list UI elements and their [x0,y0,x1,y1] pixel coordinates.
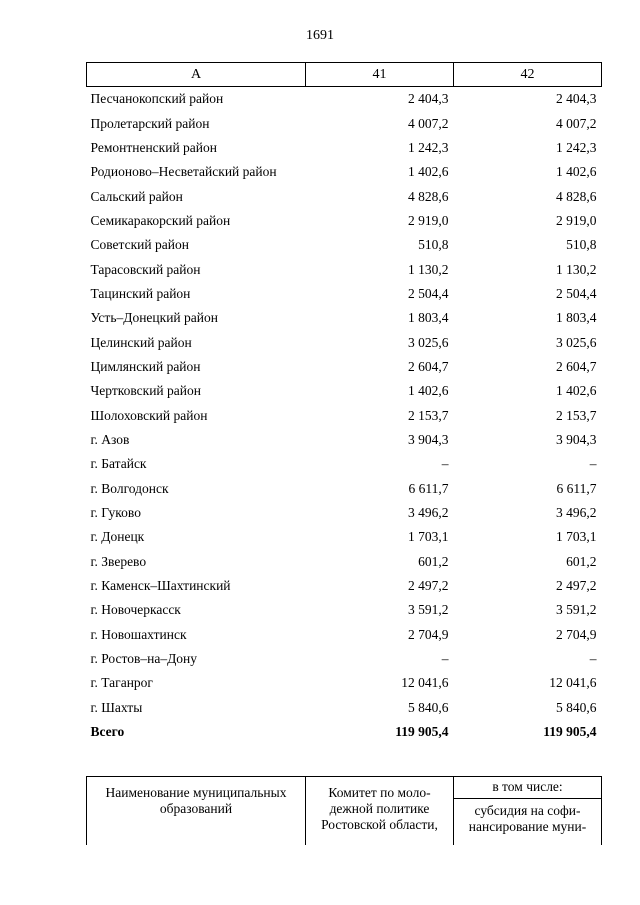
row-value-41: 601,2 [418,553,449,569]
row-value-41: 3 591,2 [408,602,449,618]
row-name: г. Азов [90,431,130,447]
row-name: г. Новочеркасск [90,602,181,618]
row-value-42: 1 242,3 [556,139,597,155]
table-row [87,452,602,476]
row-value-41: 3 904,3 [408,431,449,447]
row-name: Тарасовский район [90,261,201,277]
row-value-41: 119 905,4 [395,724,449,740]
row-value-42: 2 404,3 [556,91,597,107]
row-value-42: 1 803,4 [556,310,597,326]
header-including: в том числе: [454,777,602,799]
row-value-42: 601,2 [566,553,597,569]
header-subsidy: субсидия на софи-нансирование муни- [454,798,602,845]
row-name: г. Таганрог [90,675,153,691]
table-row [87,282,602,306]
table-row [87,477,602,501]
table-row [87,209,602,233]
row-name: Семикаракорский район [90,212,231,228]
table-row [87,111,602,135]
row-value-42: 4 828,6 [556,188,597,204]
header-committee: Комитет по моло-дежной политике Ростовской области, [306,777,454,846]
row-name: Тацинский район [90,285,191,301]
row-name: Песчанокопский район [90,91,224,107]
table-row [87,184,602,208]
row-value-41: 2 153,7 [408,407,449,423]
page-number: 1691 [306,28,334,43]
row-value-41: – [441,651,449,667]
row-value-42: 3 496,2 [556,505,597,521]
row-value-42: – [589,651,597,667]
row-name: Сальский район [90,188,183,204]
row-value-41: 2 497,2 [408,578,449,594]
table-row [87,257,602,281]
row-name: Усть–Донецкий район [90,310,218,326]
table-row [87,647,602,671]
row-value-42: 1 402,6 [556,164,597,180]
row-name: Чертковский район [90,383,201,399]
row-value-42: 3 904,3 [556,431,597,447]
row-value-42: 119 905,4 [543,724,597,740]
row-name: г. Зверево [90,553,147,569]
header-municipality: Наименование муниципальных образований [87,777,306,846]
row-value-42: 2 497,2 [556,578,597,594]
row-value-41: 1 402,6 [408,383,449,399]
table-row [87,160,602,184]
header-41: 41 [306,63,454,87]
table-row [87,355,602,379]
row-value-42: 510,8 [566,237,597,253]
row-value-42: 6 611,7 [556,480,597,496]
row-value-41: 4 007,2 [408,115,449,131]
row-name: г. Донецк [90,529,145,545]
row-name: г. Батайск [90,456,147,472]
row-value-41: 12 041,6 [401,675,449,691]
row-name: г. Ростов–на–Дону [90,651,198,667]
row-value-41: 6 611,7 [408,480,449,496]
table-row [87,403,602,427]
row-value-42: 5 840,6 [556,699,597,715]
table-row [87,136,602,160]
row-value-42: 2 919,0 [556,212,597,228]
row-name: Родионово–Несветайский район [90,164,277,180]
row-value-41: 2 604,7 [408,358,449,374]
table-row [87,87,602,112]
row-value-41: 1 242,3 [408,139,449,155]
row-value-41: 3 025,6 [408,334,449,350]
row-value-42: 12 041,6 [549,675,597,691]
table-row [87,598,602,622]
row-value-42: – [589,456,597,472]
row-value-42: 1 402,6 [556,383,597,399]
row-value-42: 3 591,2 [556,602,597,618]
row-value-42: 2 504,4 [556,285,597,301]
row-name: Советский район [90,237,189,253]
row-name: Всего [90,724,125,740]
table-row [87,623,602,647]
row-value-41: 5 840,6 [408,699,449,715]
row-value-41: 4 828,6 [408,188,449,204]
row-value-41: 1 803,4 [408,310,449,326]
row-name: г. Новошахтинск [90,626,187,642]
row-value-42: 2 704,9 [556,626,597,642]
row-value-41: 3 496,2 [408,505,449,521]
row-value-42: 3 025,6 [556,334,597,350]
row-value-41: 2 704,9 [408,626,449,642]
next-table-header [86,776,602,845]
row-value-42: 4 007,2 [556,115,597,131]
table-row [87,671,602,695]
row-name: Целинский район [90,334,192,350]
row-value-41: 2 919,0 [408,212,449,228]
table-body [87,87,602,745]
table-row [87,550,602,574]
row-value-41: 1 130,2 [408,261,449,277]
row-value-42: 2 153,7 [556,407,597,423]
row-value-41: 510,8 [418,237,449,253]
row-name: г. Волгодонск [90,480,169,496]
table-row [87,525,602,549]
header-42: 42 [454,63,602,87]
table-row [87,428,602,452]
row-name: Ремонтненский район [90,139,217,155]
row-value-41: 2 404,3 [408,91,449,107]
row-value-42: 1 703,1 [556,529,597,545]
row-value-41: 1 703,1 [408,529,449,545]
table-row [87,306,602,330]
data-table [86,62,602,744]
row-name: Цимлянский район [90,358,201,374]
row-value-41: – [441,456,449,472]
table-row [87,330,602,354]
table-header-row [87,63,602,87]
row-value-41: 1 402,6 [408,164,449,180]
row-name: г. Каменск–Шахтинский [90,578,231,594]
row-name: Шолоховский район [90,407,208,423]
table-row [87,233,602,257]
row-name: г. Гуково [90,505,141,521]
row-value-42: 1 130,2 [556,261,597,277]
row-value-42: 2 604,7 [556,358,597,374]
row-name: г. Шахты [90,699,143,715]
table-row [87,379,602,403]
row-name: Пролетарский район [90,115,210,131]
table-row [87,574,602,598]
table-row [87,501,602,525]
row-value-41: 2 504,4 [408,285,449,301]
table-row [87,696,602,720]
total-row [87,720,602,744]
header-a: А [87,63,306,87]
